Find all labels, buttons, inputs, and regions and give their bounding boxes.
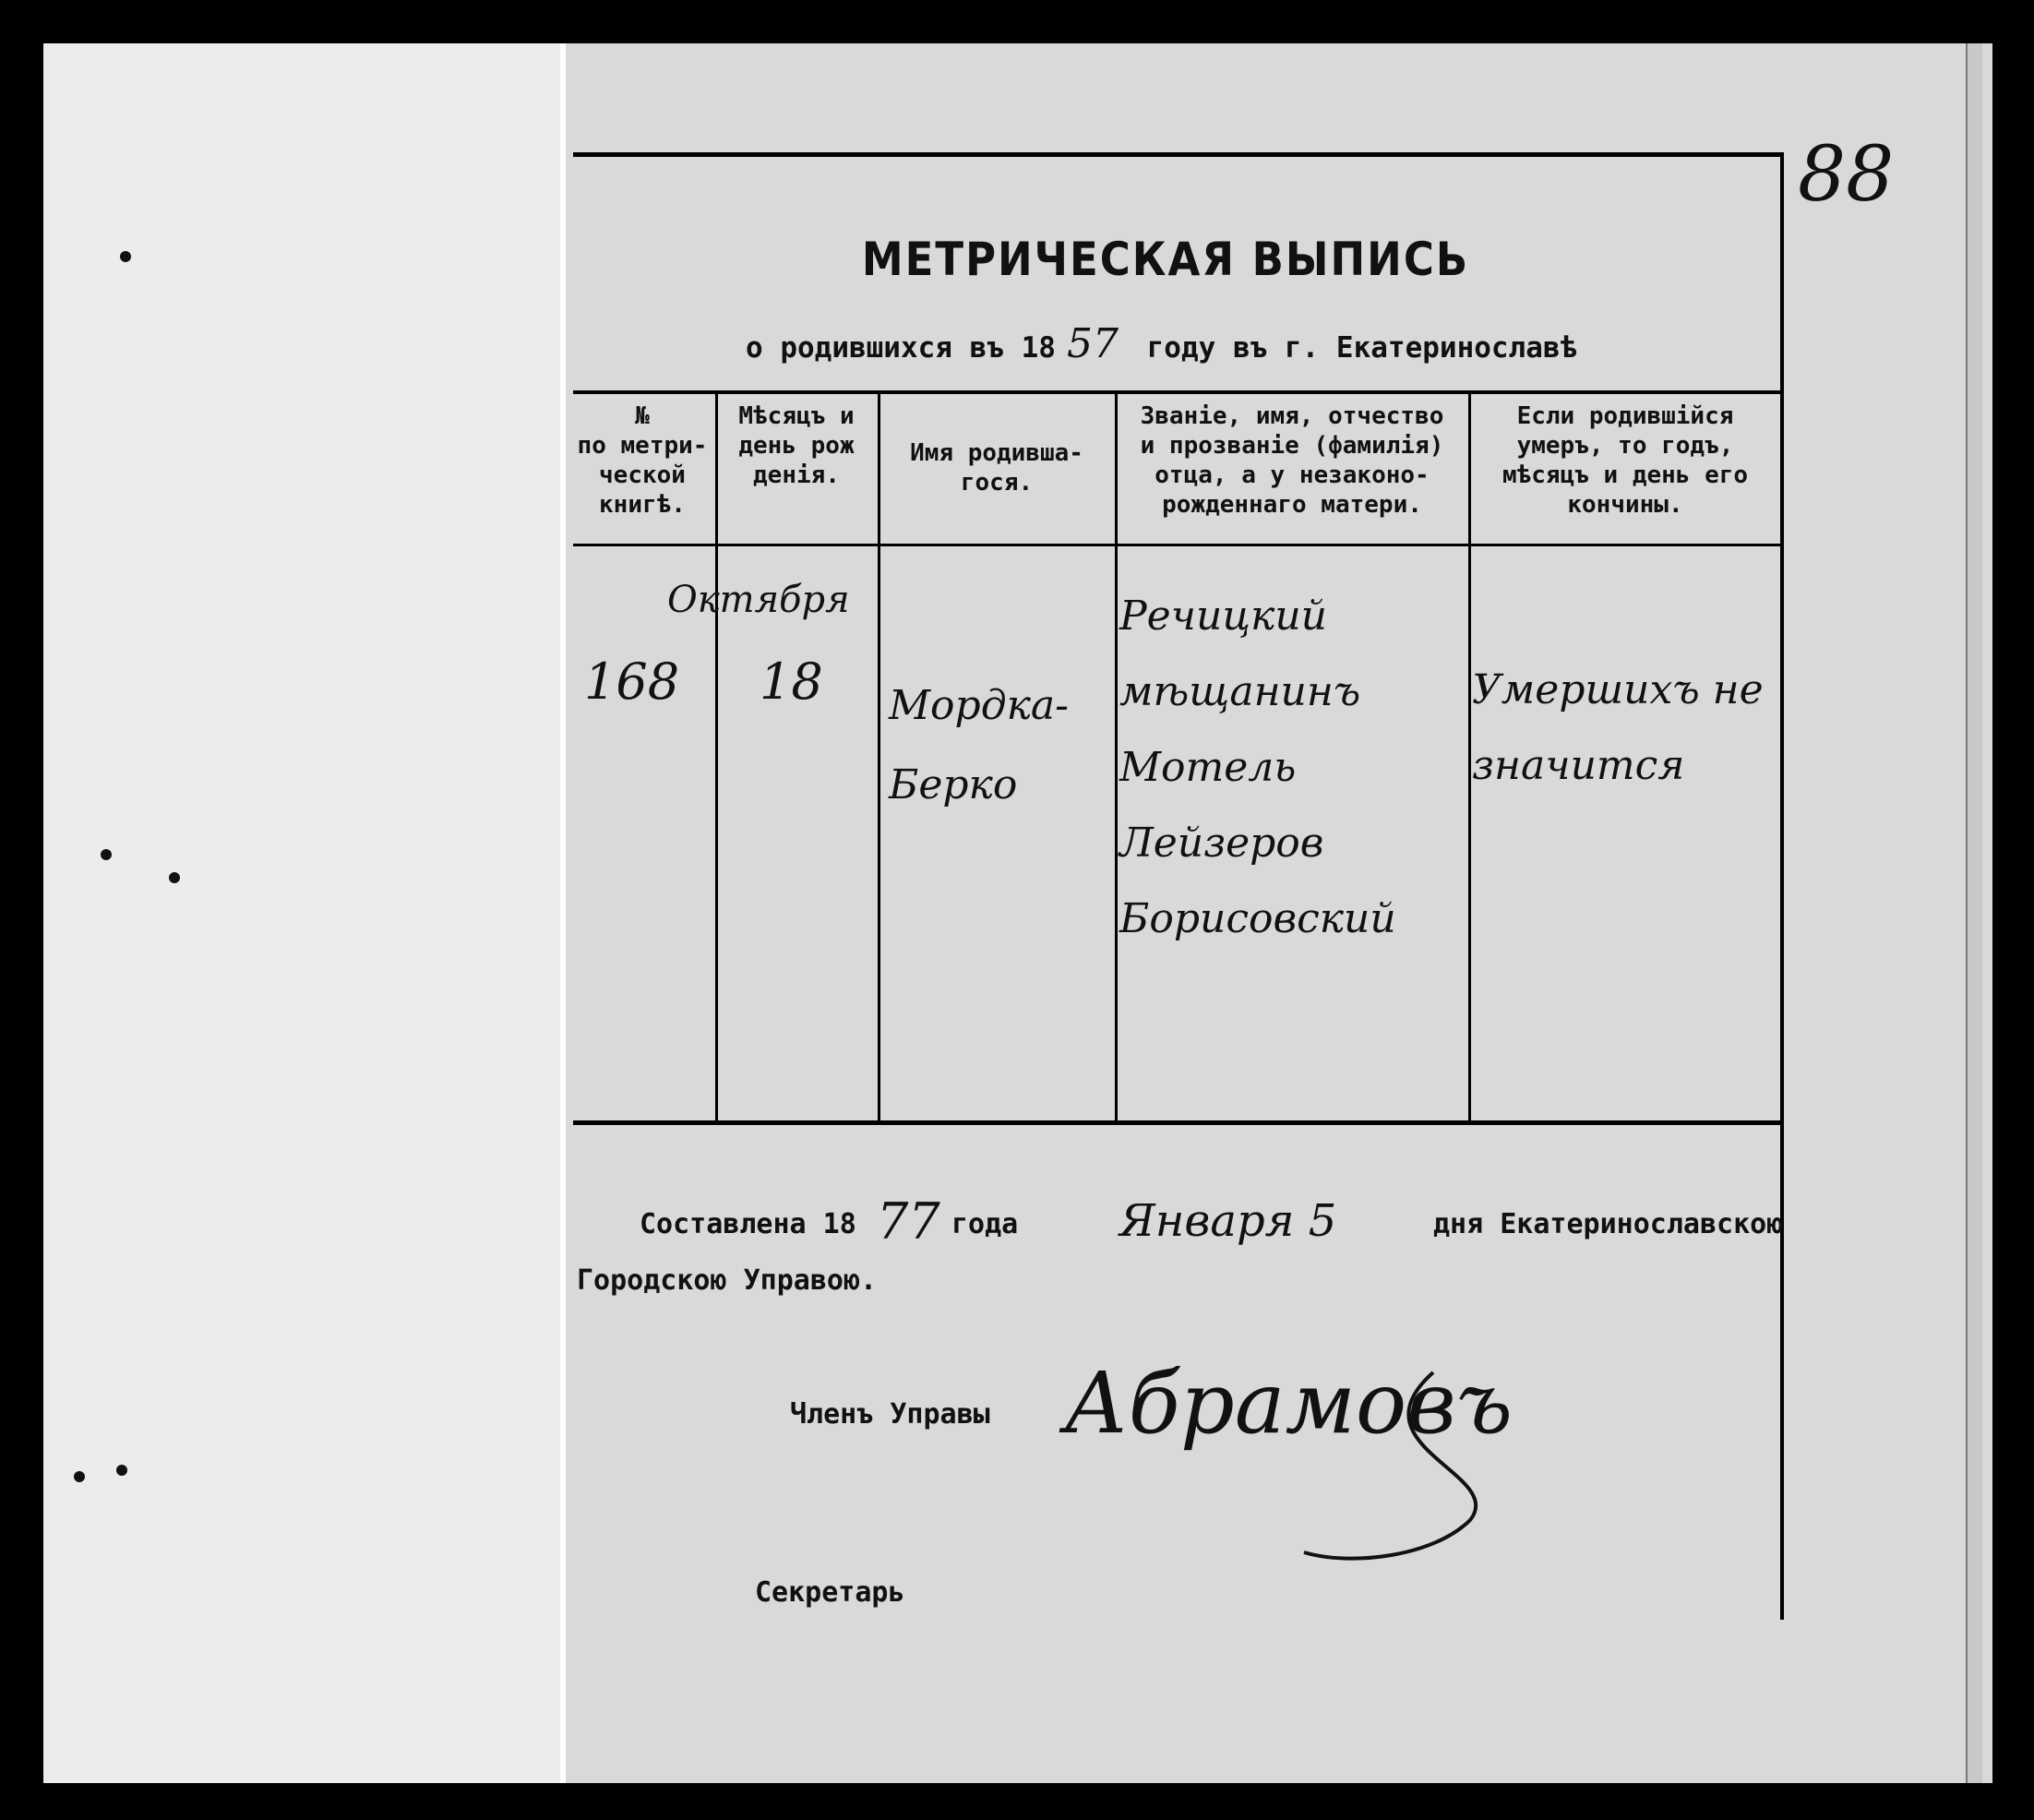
subtitle-year-handwritten: 57	[1066, 320, 1119, 367]
table-top-rule	[573, 390, 1780, 394]
composed-suffix: дня Екатеринославскою	[1433, 1208, 1784, 1240]
entry-death: Умершихъ не значится	[1472, 666, 1764, 789]
subtitle-suffix: году въ г. Екатеринославѣ	[1146, 331, 1578, 365]
right-border-line	[1780, 152, 1784, 1620]
subtitle-prefix: о родившихся въ 18	[746, 331, 1056, 365]
top-rule	[573, 152, 1780, 157]
table-bottom-rule	[573, 1120, 1780, 1125]
binding-hole	[169, 872, 180, 883]
composed-date-handwritten: Января 5	[1119, 1195, 1337, 1247]
signature-flourish	[1295, 1363, 1572, 1575]
certificate-page	[560, 43, 1992, 1783]
header-death-info: Если родившійся умеръ, то годъ, мѣсяцъ и день его кончины.	[1502, 402, 1749, 519]
header-parent-info: Званіе, имя, отчество и прозваніе (фамилія) отца, а у незаконо- рожденнаго матери.	[1140, 402, 1444, 519]
secretary-label: Секретарь	[755, 1576, 905, 1609]
binding-hole	[101, 849, 112, 860]
entry-number: 168	[584, 653, 680, 711]
header-child-name: Имя родивша- гося.	[910, 439, 1083, 497]
document-subtitle	[746, 320, 1577, 367]
composed-prefix: Составлена 18	[640, 1208, 856, 1240]
composed-year-handwritten: 77	[877, 1192, 940, 1251]
page-number: 88	[1798, 131, 1895, 219]
left-facing-page	[43, 43, 572, 1783]
entry-month: Октября	[667, 579, 850, 621]
member-signature: Абрамовъ	[1064, 1354, 1514, 1453]
entry-parent: Речицкий мѣщанинъ Мотель Лейзеров Борисовский	[1119, 593, 1396, 942]
binding-hole	[120, 251, 131, 262]
binding-hole	[74, 1471, 85, 1482]
entry-day: 18	[760, 653, 823, 711]
member-label: Членъ Управы	[790, 1398, 990, 1431]
header-birth-date: Мѣсяцъ и день рож денія.	[738, 402, 855, 489]
entry-child-name: Мордка-Берко	[889, 682, 1069, 808]
header-record-number: № по метри- ческой книгѣ.	[577, 402, 708, 519]
composed-line2: Городскою Управою.	[577, 1264, 878, 1297]
table-header-rule	[573, 544, 1780, 546]
binding-hole	[116, 1465, 127, 1476]
document-title: МЕТРИЧЕСКАЯ ВЫПИСЬ	[861, 233, 1470, 286]
page-edge-strip	[1966, 43, 1982, 1783]
composed-goda: года	[951, 1208, 1019, 1240]
